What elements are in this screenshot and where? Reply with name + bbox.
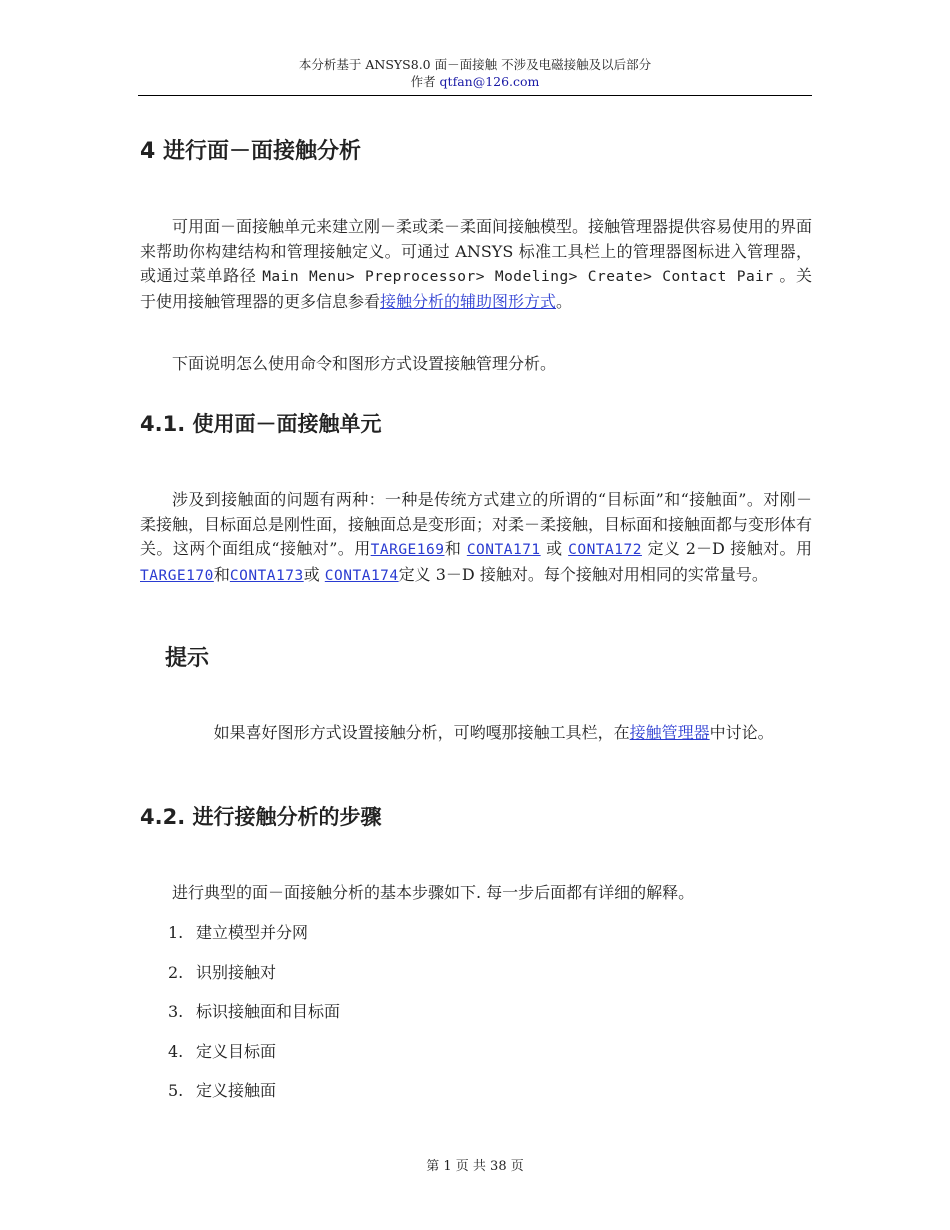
section-4-1-paragraph: 涉及到接触面的问题有两种：一种是传统方式建立的所谓的“目标面”和“接触面”。对刚－柔接触，目标面总是刚性面，接触面总是变形面；对柔－柔接触，目标面和接触面都与变形体有关。这两个面组成“接触对”。用TARGE169和 CONTA171 或 CONTA172 定义 2－D 接触对。用 TARGE170和CONTA173或 CONTA174定义 3－D 接触对。每个接触对用相同的实常量号。 <box>140 490 813 584</box>
conta174-link[interactable]: CONTA174 <box>324 567 399 584</box>
intro-paragraph: 可用面－面接触单元来建立刚－柔或柔－柔面间接触模型。接触管理器提供容易使用的界面来帮助你构建结构和管理接触定义。可通过 ANSYS 标准工具栏上的管理器图标进入管理器，或通过菜单路径 Main Menu> Preprocessor> Modeling> Create> Contact Pair 。关于使用接触管理器的更多信息参看接触分析的辅助图形方式。 <box>140 217 813 311</box>
conta171-link[interactable]: CONTA171 <box>466 542 541 558</box>
author-email-link[interactable]: qtfan@126.com <box>439 74 540 89</box>
contact-manager-link[interactable]: 接触管理器 <box>629 723 710 742</box>
list-item: 5. 定义接触面 <box>168 1081 277 1101</box>
list-item: 1. 建立模型并分网 <box>168 923 309 942</box>
conta172-link[interactable]: CONTA172 <box>568 542 642 558</box>
menu-path: Main Menu> Preprocessor> Modeling> Create> Contact Pair <box>262 269 774 285</box>
page-footer: 第 1 页 共 38 页 <box>426 1159 524 1174</box>
list-item: 4. 定义目标面 <box>168 1041 277 1061</box>
conta173-link[interactable]: CONTA173 <box>229 567 304 584</box>
targe170-link[interactable]: TARGE170 <box>140 567 214 584</box>
page-header <box>138 56 812 90</box>
intro-paragraph-2: 下面说明怎么使用命令和图形方式设置接触管理分析。 <box>172 354 557 373</box>
list-item: 2. 识别接触对 <box>168 962 277 982</box>
section-4-1-heading: 4.1. 使用面－面接触单元 <box>140 412 382 436</box>
header-divider <box>138 95 812 96</box>
targe169-link[interactable]: TARGE169 <box>370 542 445 558</box>
page-title: 4 进行面－面接触分析 <box>140 139 361 164</box>
header-line: 本分析基于 ANSYS8.0 面－面接触 不涉及电磁接触及以后部分 <box>298 57 652 72</box>
contact-gui-link[interactable]: 接触分析的辅助图形方式 <box>380 291 557 311</box>
tip-heading: 提示 <box>165 646 210 671</box>
tip-paragraph: 如果喜好图形方式设置接触分析，可哟嘎那接触工具栏，在接触管理器中讨论。 <box>213 723 774 742</box>
section-4-2-heading: 4.2. 进行接触分析的步骤 <box>140 805 382 829</box>
steps-list <box>168 921 340 1119</box>
header-author: 作者 qtfan@126.com <box>410 74 540 89</box>
list-item: 3. 标识接触面和目标面 <box>168 1002 341 1022</box>
section-4-2-intro: 进行典型的面－面接触分析的基本步骤如下. 每一步后面都有详细的解释。 <box>172 883 695 902</box>
